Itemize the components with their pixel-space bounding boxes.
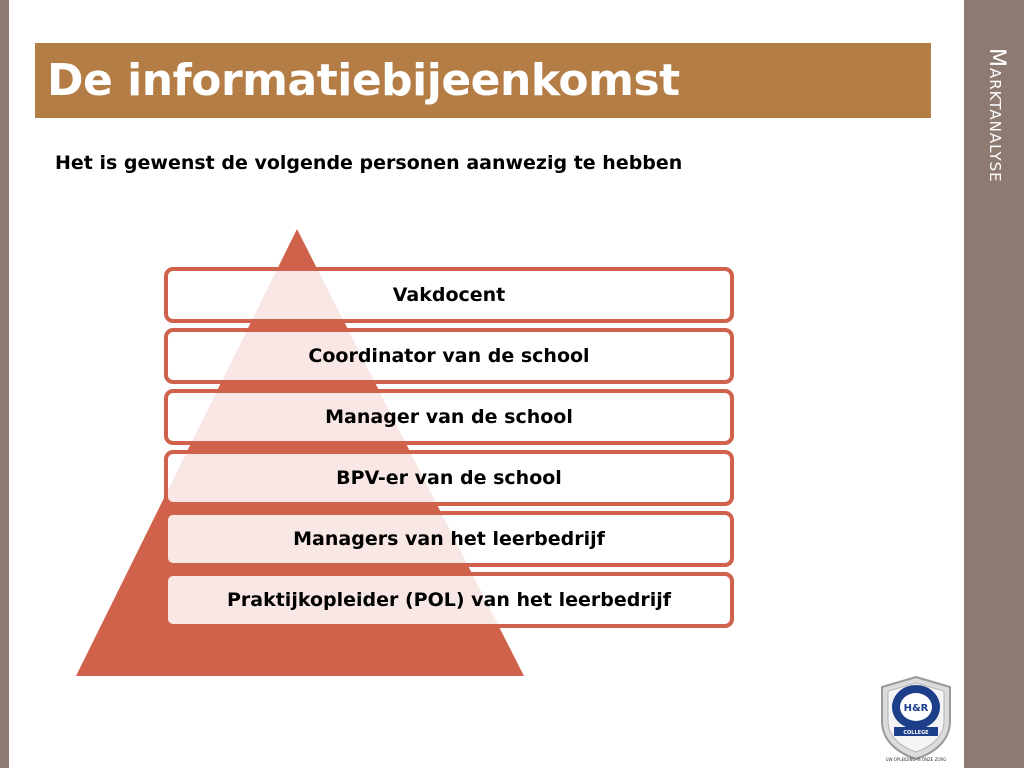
svg-text:H&R: H&R (903, 703, 929, 714)
svg-text:COLLEGE: COLLEGE (903, 730, 929, 736)
slide-subtitle: Het is gewenst de volgende personen aanwezig te hebben (55, 152, 683, 174)
pyramid-level: Manager van de school (164, 389, 734, 445)
pyramid-level: BPV-er van de school (164, 450, 734, 506)
pyramid-level: Coordinator van de school (164, 328, 734, 384)
slide-title: De informatiebijeenkomst (47, 55, 680, 106)
svg-text:UW OPLEIDING IS ONZE ZORG: UW OPLEIDING IS ONZE ZORG (885, 757, 947, 762)
pyramid-level: Managers van het leerbedrijf (164, 511, 734, 567)
pyramid-level: Praktijkopleider (POL) van het leerbedrijf (164, 572, 734, 628)
college-logo (876, 675, 956, 763)
pyramid-level: Vakdocent (164, 267, 734, 323)
section-label: Marktanalyse (984, 48, 1009, 183)
